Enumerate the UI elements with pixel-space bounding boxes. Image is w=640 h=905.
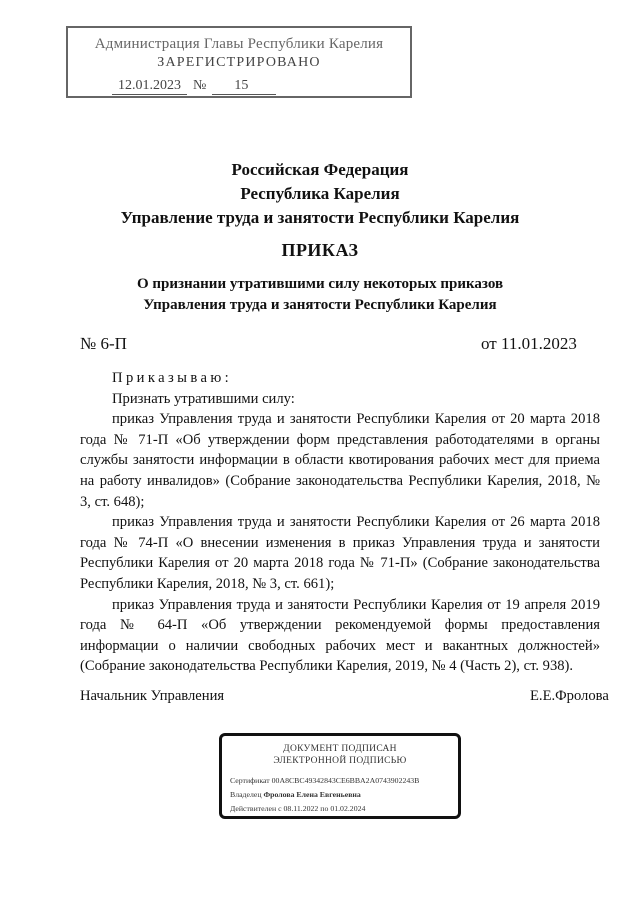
document-type: ПРИКАЗ <box>281 240 359 260</box>
esig-valid-from: 08.11.2022 <box>283 804 319 813</box>
stamp-number-label: № <box>193 78 207 93</box>
header-republic: Республика Карелия <box>240 184 400 203</box>
esig-title-line2: ЭЛЕКТРОННОЙ ПОДПИСЬЮ <box>273 756 407 766</box>
esig-certificate <box>230 776 419 785</box>
order-directive: Приказываю: <box>112 370 233 386</box>
stamp-organization: Администрация Главы Республики Карелия <box>94 36 384 52</box>
signatory-name: Е.Е.Фролова <box>530 688 609 704</box>
esig-valid-to: 01.02.2024 <box>330 804 366 813</box>
esig-certificate-value: 00A8CBC49342843CE6BBA2A0743902243B <box>271 776 420 785</box>
order-intro: Признать утратившими силу: <box>112 390 295 407</box>
header-agency: Управление труда и занятости Республики Карелия <box>120 208 520 227</box>
stamp-date-row <box>112 78 276 95</box>
registration-stamp <box>66 26 412 98</box>
order-body <box>80 368 600 677</box>
document-subject-line1: О признании утратившими силу некоторых приказов <box>136 276 504 292</box>
header-country: Российская Федерация <box>231 160 409 179</box>
document-subject-line2: Управления труда и занятости Республики Карелия <box>143 297 497 313</box>
esig-valid-to-label: по <box>320 804 329 813</box>
esig-certificate-label: Сертификат <box>230 776 270 785</box>
esig-owner-label: Владелец <box>230 790 262 799</box>
order-date: от 11.01.2023 <box>481 334 577 353</box>
esig-title-line1: ДОКУМЕНТ ПОДПИСАН <box>283 744 397 754</box>
stamp-registered-label: ЗАРЕГИСТРИРОВАНО <box>157 55 321 70</box>
esig-owner-value: Фролова Елена Евгеньевна <box>263 790 361 799</box>
order-item-1: приказ Управления труда и занятости Республики Карелия от 20 марта 2018 года № 71-П «Об утверждении форм представления работодателями в органы службы занятости информации в области квотирования рабочих мест для приема на работу инвалидов» (Собрание законодательства Республики Карелия, 2018, № 3, ст. 648); <box>80 411 600 510</box>
esig-validity <box>230 804 365 813</box>
order-item-3: приказ Управления труда и занятости Республики Карелия от 19 апреля 2019 года № 64-П «Об утверждении рекомендуемой формы предоставления информации о наличии свободных рабочих мест и вакантных должностей» (Собрание законодательства Республики Карелия, 2019, № 4 (Часть 2), ст. 938). <box>80 596 600 675</box>
signatory-position: Начальник Управления <box>80 688 225 704</box>
esig-valid-label: Действителен с <box>230 804 282 813</box>
electronic-signature-stamp <box>219 733 461 819</box>
order-number: № 6-П <box>80 334 127 353</box>
stamp-date: 12.01.2023 <box>112 78 187 95</box>
order-item-2: приказ Управления труда и занятости Республики Карелия от 26 марта 2018 года № 74-П «О внесении изменения в приказ Управления труда и занятости Республики Карелия от 20 марта 2018 года № 71-П» (Собрание законодательства Республики Карелия, 2018, № 3, ст. 661); <box>80 514 600 592</box>
stamp-number: 15 <box>212 78 276 95</box>
esig-owner <box>230 790 361 799</box>
